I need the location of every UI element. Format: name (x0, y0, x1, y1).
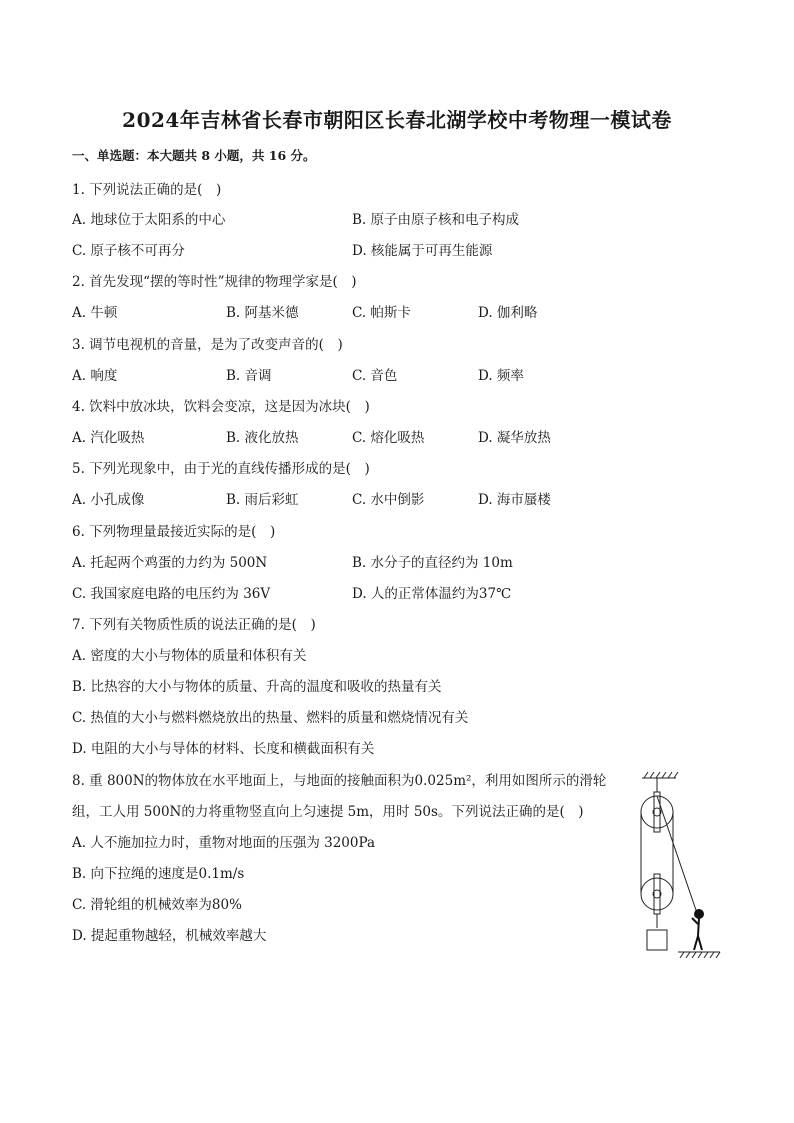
question-4-option-a: A. 汽化吸热 (72, 430, 145, 446)
question-3-stem: 3. 调节电视机的音量，是为了改变声音的( ) (72, 337, 343, 353)
fixed-pulley (641, 792, 673, 832)
question-8-option-b: B. 向下拉绳的速度是0.1m/s (72, 866, 245, 882)
question-6-option-d: D. 人的正常体温约为37℃ (352, 586, 512, 602)
question-1-option-c: C. 原子核不可再分 (72, 243, 185, 259)
question-8-stem-line-1: 8. 重 800N的物体放在水平地面上，与地面的接触面积为0.025m²，利用如图所示的滑轮 (72, 773, 607, 789)
question-7-option-d: D. 电阻的大小与导体的材料、长度和横截面积有关 (72, 741, 375, 757)
question-2-option-b: B. 阿基米德 (226, 305, 299, 321)
rope (641, 796, 698, 916)
question-4-stem: 4. 饮料中放冰块，饮料会变凉，这是因为冰块( ) (72, 399, 370, 415)
ceiling-support (642, 772, 678, 792)
question-5-option-c: C. 水中倒影 (352, 492, 425, 508)
question-6-option-b: B. 水分子的直径约为 10m (352, 555, 513, 571)
question-8-option-c: C. 滑轮组的机械效率为80% (72, 897, 242, 913)
question-7-option-c: C. 热值的大小与燃料燃烧放出的热量、燃料的质量和燃烧情况有关 (72, 710, 469, 726)
ground (678, 952, 720, 958)
question-1-option-a: A. 地球位于太阳系的中心 (72, 212, 226, 228)
question-6-stem: 6. 下列物理量最接近实际的是( ) (72, 524, 276, 540)
question-3-option-b: B. 音调 (226, 368, 272, 384)
question-8-option-a: A. 人不施加拉力时，重物对地面的压强为 3200Pa (72, 835, 376, 851)
question-5-stem: 5. 下列光现象中，由于光的直线传播形成的是( ) (72, 461, 370, 477)
question-4-option-b: B. 液化放热 (226, 430, 299, 446)
pulley-system-diagram (628, 768, 728, 964)
question-6-option-a: A. 托起两个鸡蛋的力约为 500N (72, 555, 268, 571)
question-3-option-c: C. 音色 (352, 368, 398, 384)
question-8-option-d: D. 提起重物越轻，机械效率越大 (72, 928, 267, 944)
question-4-option-d: D. 凝华放热 (478, 430, 551, 446)
section-heading: 一、单选题：本大题共 8 小题，共 16 分。 (72, 148, 316, 163)
question-6-option-c: C. 我国家庭电路的电压约为 36V (72, 586, 271, 602)
question-2-option-d: D. 伽利略 (478, 305, 538, 321)
question-3-option-a: A. 响度 (72, 368, 118, 384)
question-5-option-a: A. 小孔成像 (72, 492, 145, 508)
question-7-option-b: B. 比热容的大小与物体的质量、升高的温度和吸收的热量有关 (72, 679, 442, 695)
question-7-option-a: A. 密度的大小与物体的质量和体积有关 (72, 648, 307, 664)
question-1-stem: 1. 下列说法正确的是( ) (72, 182, 222, 198)
movable-pulley (641, 874, 673, 928)
question-7-stem: 7. 下列有关物质性质的说法正确的是( ) (72, 617, 316, 633)
page-title: 2024年吉林省长春市朝阳区长春北湖学校中考物理一模试卷 (122, 108, 672, 132)
question-8-stem-line-2: 组，工人用 500N的力将重物竖直向上匀速提 5m，用时 50s。下列说法正确的是( ) (72, 804, 584, 820)
question-1-option-b: B. 原子由原子核和电子构成 (352, 212, 520, 228)
weight-block (647, 930, 667, 950)
question-2-option-a: A. 牛顿 (72, 305, 118, 321)
question-2-option-c: C. 帕斯卡 (352, 305, 411, 321)
worker-figure (692, 910, 703, 950)
question-5-option-d: D. 海市蜃楼 (478, 492, 551, 508)
question-3-option-d: D. 频率 (478, 368, 524, 384)
question-1-option-d: D. 核能属于可再生能源 (352, 243, 493, 259)
question-2-stem: 2. 首先发现“摆的等时性”规律的物理学家是( ) (72, 274, 357, 290)
question-5-option-b: B. 雨后彩虹 (226, 492, 299, 508)
question-4-option-c: C. 熔化吸热 (352, 430, 425, 446)
